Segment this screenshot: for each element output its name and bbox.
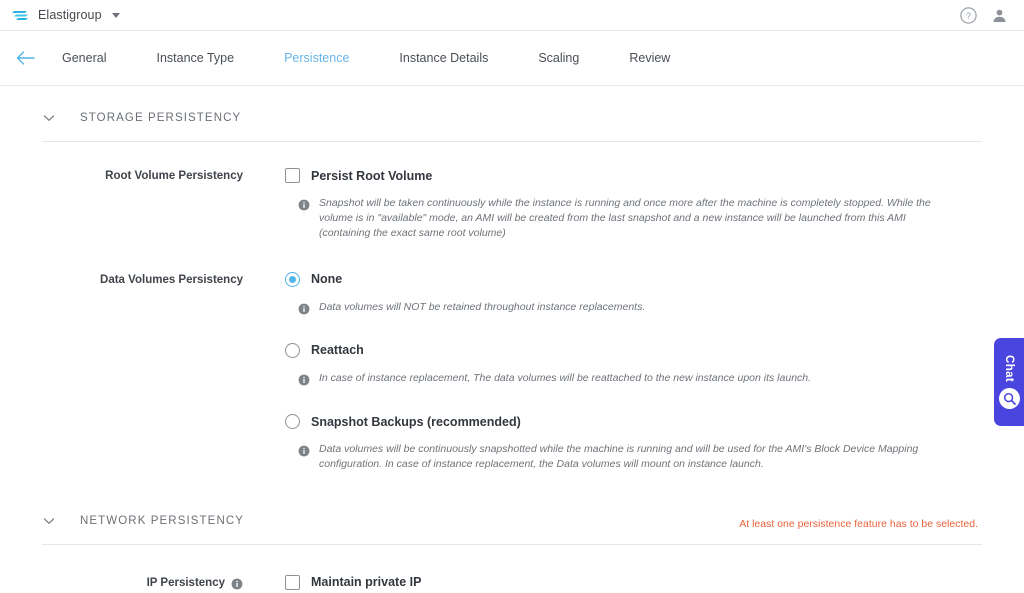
persistence-form [0, 86, 1024, 590]
data-volumes-none-note [285, 300, 978, 315]
maintain-private-ip-label: Maintain private IP [311, 575, 422, 590]
data-volumes-option-reattach-row[interactable] [285, 343, 978, 358]
data-volumes-none-note-text: Data volumes will NOT be retained throughout instance replacements. [319, 300, 646, 313]
chat-label: Chat [1003, 354, 1015, 383]
section-storage-persistency-header[interactable] [0, 104, 1024, 132]
elastigroup-logo-icon [12, 8, 30, 22]
section-title: STORAGE PERSISTENCY [80, 112, 242, 124]
row-data-volumes-persistency [0, 272, 1024, 473]
wizard-tabbar [0, 31, 1024, 86]
user-account-icon[interactable] [991, 7, 1008, 24]
svg-text:?: ? [965, 10, 972, 21]
chat-search-icon [999, 388, 1020, 409]
tab-instance-details[interactable]: Instance Details [399, 51, 489, 65]
tab-review[interactable]: Review [629, 51, 671, 65]
tab-instance-type[interactable]: Instance Type [156, 51, 235, 65]
ip-persistency-label-wrap [42, 575, 285, 590]
data-volumes-option-reattach-label: Reattach [311, 343, 364, 358]
brand-name: Elastigroup [38, 8, 102, 22]
root-volume-note [285, 196, 978, 242]
top-bar-actions [960, 7, 1012, 24]
info-circle-icon [298, 302, 310, 314]
section-title: NETWORK PERSISTENCY [80, 514, 245, 527]
tab-scaling[interactable]: Scaling [538, 51, 580, 65]
data-volumes-radio-reattach[interactable] [285, 343, 300, 358]
root-volume-persistency-label: Root Volume Persistency [105, 170, 243, 182]
row-root-volume-persistency [0, 168, 1024, 242]
chevron-down-icon[interactable] [42, 514, 56, 528]
top-bar [0, 0, 1024, 31]
info-circle-icon [298, 444, 310, 456]
section-divider [42, 141, 982, 142]
data-volumes-persistency-label: Data Volumes Persistency [100, 273, 243, 286]
root-volume-note-text: Snapshot will be taken continuously while the instance is running and once more after the machine is completely stopped. While the volume is in "available" mode, an AMI will be created from the last snapshot and a new instance will be launched from this AMI (containing the exact same root volume) [319, 197, 931, 240]
help-circle-icon[interactable] [960, 7, 977, 24]
tab-general[interactable]: General [62, 51, 107, 65]
maintain-private-ip-checkbox-row[interactable] [285, 575, 978, 590]
persist-root-volume-label: Persist Root Volume [311, 168, 433, 183]
info-circle-icon [298, 198, 310, 210]
tab-persistence[interactable]: Persistence [284, 51, 350, 65]
maintain-private-ip-checkbox[interactable] [285, 575, 300, 590]
validation-message: At least one persistence feature has to be selected. [739, 518, 978, 530]
data-volumes-reattach-note [285, 371, 978, 386]
info-circle-icon[interactable] [231, 578, 243, 590]
data-volumes-radio-snapshot-backups[interactable] [285, 414, 300, 429]
back-arrow-icon[interactable] [8, 41, 42, 75]
data-volumes-radio-none[interactable] [285, 272, 300, 287]
brand-menu[interactable] [12, 8, 120, 22]
data-volumes-option-snapshot-row[interactable] [285, 414, 978, 429]
persist-root-volume-checkbox-row[interactable] [285, 168, 978, 183]
ip-persistency-label: IP Persistency [146, 576, 225, 589]
chevron-down-icon[interactable] [42, 111, 56, 125]
data-volumes-snapshot-note-text: Data volumes will be continuously snapshotted while the machine is running and will be used for the AMI's Block Device Mapping configuration. In case of instance replacement, the Data volumes will mount on instance launch. [319, 443, 919, 471]
data-volumes-option-snapshot-label: Snapshot Backups (recommended) [311, 414, 521, 429]
chevron-down-icon [112, 13, 120, 18]
row-ip-persistency [0, 575, 1024, 590]
persist-root-volume-checkbox[interactable] [285, 168, 300, 183]
data-volumes-reattach-note-text: In case of instance replacement, The data volumes will be reattached to the new instance upon its launch. [319, 371, 812, 384]
data-volumes-option-none-row[interactable] [285, 272, 978, 287]
data-volumes-snapshot-note [285, 442, 978, 472]
section-divider [42, 544, 982, 545]
chat-launcher-button[interactable] [994, 338, 1024, 426]
data-volumes-option-none-label: None [311, 272, 343, 287]
info-circle-icon [298, 373, 310, 385]
